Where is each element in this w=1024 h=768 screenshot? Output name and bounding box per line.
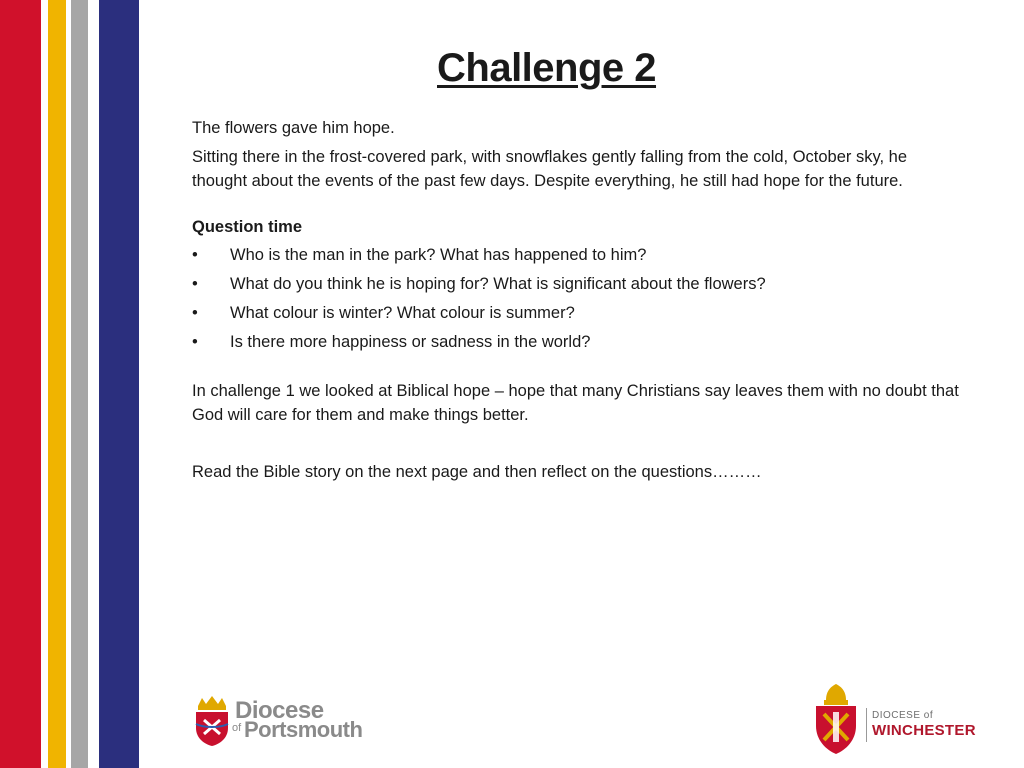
- portsmouth-crest-icon: [192, 694, 232, 746]
- list-item: [192, 330, 962, 359]
- grey-stripe: [71, 0, 88, 768]
- intro-line: The flowers gave him hope.: [192, 119, 395, 137]
- question-list: [192, 243, 962, 359]
- logo-word-diocese: Diocese: [235, 697, 324, 724]
- question-heading: Question time: [192, 218, 303, 236]
- question-text: What colour is winter? What colour is summer?: [230, 304, 575, 322]
- slide-title: Challenge 2: [437, 46, 657, 90]
- list-item: [192, 272, 962, 301]
- yellow-stripe: [48, 0, 66, 768]
- navy-stripe: [99, 0, 139, 768]
- diocese-portsmouth-logo: [192, 694, 362, 746]
- challenge-paragraph: In challenge 1 we looked at Biblical hope – hope that many Christians say leaves them with no doubt that God will care for them and make things better.: [192, 382, 959, 424]
- logo-divider: [866, 708, 867, 742]
- closing-line: Read the Bible story on the next page and then reflect on the questions………: [192, 463, 762, 481]
- bullet-icon: •: [192, 275, 198, 293]
- bullet-icon: •: [192, 333, 198, 351]
- bullet-icon: •: [192, 246, 198, 264]
- diocese-winchester-logo: [808, 684, 976, 754]
- logo-winchester: WINCHESTER: [872, 722, 976, 739]
- decorative-stripes: [0, 0, 140, 768]
- question-text: Is there more happiness or sadness in the world?: [230, 333, 591, 351]
- list-item: [192, 243, 962, 272]
- intro-paragraph: Sitting there in the frost-covered park, with snowflakes gently falling from the cold, October sky, he thought about the events of the past few days. Despite everything, he still had hope for the future.: [192, 148, 908, 190]
- question-text: Who is the man in the park? What has happened to him?: [230, 246, 647, 264]
- list-item: [192, 301, 962, 330]
- logo-word-portsmouth: Portsmouth: [244, 717, 363, 742]
- bullet-icon: •: [192, 304, 198, 322]
- question-text: What do you think he is hoping for? What is significant about the flowers?: [230, 275, 766, 293]
- logo-diocese-of: DIOCESE of: [872, 710, 934, 721]
- winchester-crest-icon: [808, 684, 864, 754]
- red-stripe: [0, 0, 41, 768]
- logo-word-of: of: [232, 722, 242, 734]
- slide-body: [192, 116, 962, 484]
